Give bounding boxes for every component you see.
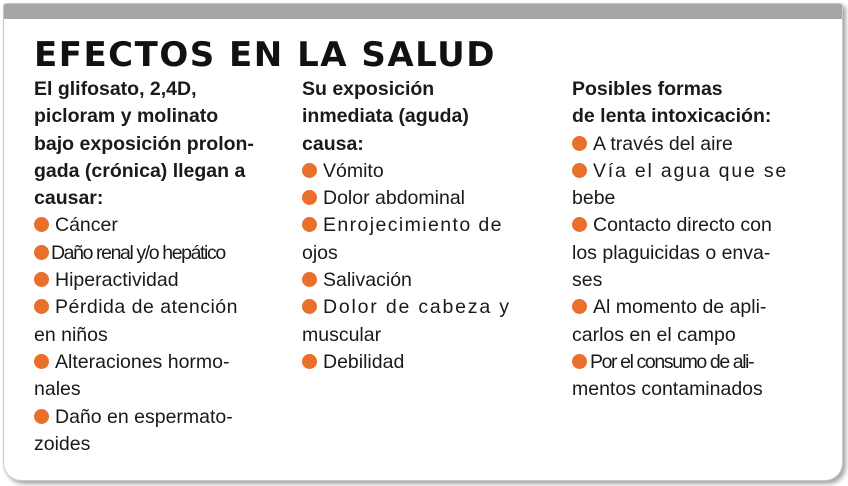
list-item: Daño en espermato- zoides xyxy=(34,405,233,455)
top-gray-bar xyxy=(4,4,842,19)
orange-bullet-icon xyxy=(572,354,587,369)
orange-bullet-icon xyxy=(34,409,49,424)
effects-list xyxy=(34,212,256,458)
list-item: Vía el agua que se bebe xyxy=(572,159,789,210)
column-heading: El glifosato, 2,4D, picloram y molinato bajo exposición prolon- gada (crónica) llegan a causar: xyxy=(34,78,254,210)
list-item: Cáncer xyxy=(34,212,256,239)
orange-bullet-icon xyxy=(302,272,317,287)
list-item: Por el consumo de ali- mentos contaminados xyxy=(572,350,763,401)
list-item: Hiperactividad xyxy=(34,267,256,294)
list-item: Dolor de cabeza y muscular xyxy=(302,296,511,346)
list-item: Alteraciones hormo- nales xyxy=(34,350,230,401)
chronic-exposure-column xyxy=(34,76,256,458)
orange-bullet-icon xyxy=(572,299,587,314)
list-item: Vómito xyxy=(302,158,526,185)
list-item: Daño renal y/o hepático xyxy=(34,240,256,267)
section-title: EFECTOS EN LA SALUD xyxy=(34,35,496,75)
list-item: Contacto directo con los plaguicidas o enva- ses xyxy=(572,214,772,292)
orange-bullet-icon xyxy=(572,136,587,151)
list-item: Enrojecimiento de ojos xyxy=(302,214,503,264)
orange-bullet-icon xyxy=(34,217,49,232)
effects-list xyxy=(302,158,526,376)
orange-bullet-icon xyxy=(34,299,49,314)
list-item: Pérdida de atención en niños xyxy=(34,296,238,346)
list-item: Debilidad xyxy=(302,349,526,376)
acute-exposure-column xyxy=(302,76,526,376)
list-item: Dolor abdominal xyxy=(302,185,526,212)
orange-bullet-icon xyxy=(572,163,587,178)
list-item: Salivación xyxy=(302,267,526,294)
orange-bullet-icon xyxy=(34,245,49,260)
column-heading: Posibles formas de lenta intoxicación: xyxy=(572,78,772,128)
slow-intoxication-column xyxy=(572,76,796,404)
orange-bullet-icon xyxy=(572,217,587,232)
list-item: Al momento de apli- carlos en el campo xyxy=(572,296,767,346)
orange-bullet-icon xyxy=(302,217,317,232)
list-item: A través del aire xyxy=(572,131,796,158)
orange-bullet-icon xyxy=(34,354,49,369)
health-effects-box xyxy=(3,3,843,481)
orange-bullet-icon xyxy=(302,299,317,314)
column-heading: Su exposición inmediata (aguda) causa: xyxy=(302,78,469,155)
orange-bullet-icon xyxy=(302,163,317,178)
orange-bullet-icon xyxy=(34,272,49,287)
orange-bullet-icon xyxy=(302,190,317,205)
routes-list xyxy=(572,131,796,404)
orange-bullet-icon xyxy=(302,354,317,369)
